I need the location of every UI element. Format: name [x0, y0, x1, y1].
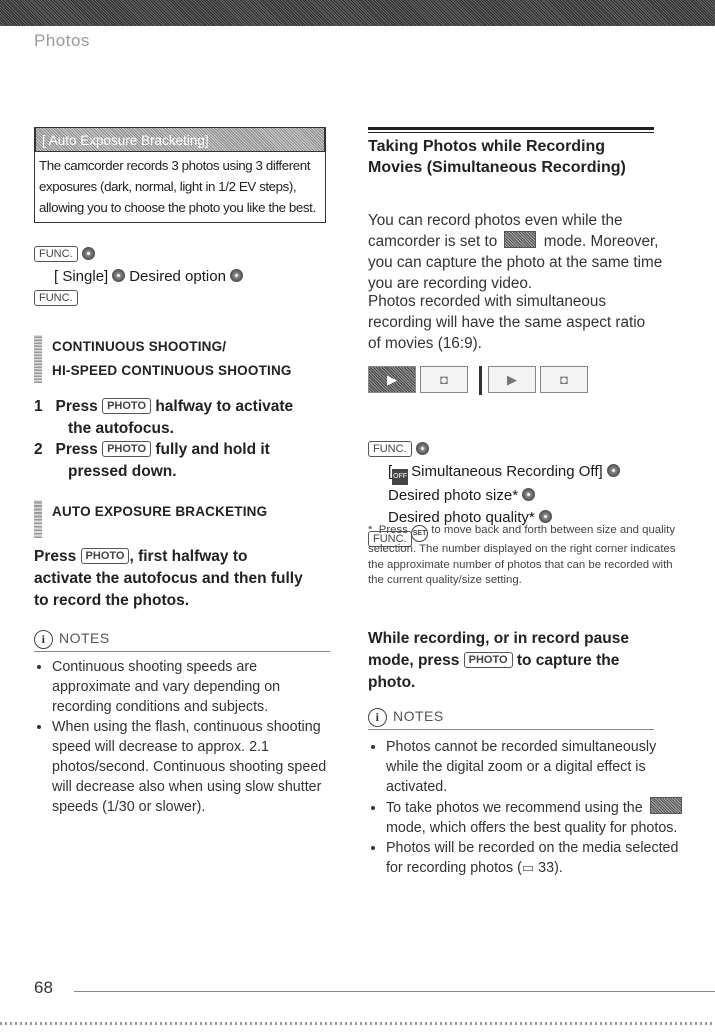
press-text: Press [34, 548, 77, 565]
photo-mode-icon-2: ◘ [540, 366, 588, 393]
photo-mode-icon [650, 797, 682, 814]
list-item [386, 737, 686, 797]
step-text: fully and hold it [155, 441, 270, 458]
photo-key: PHOTO [102, 398, 151, 414]
option-text: Desired photo size* [388, 487, 519, 504]
subheading-line: AUTO EXPOSURE BRACKETING [52, 504, 268, 519]
set-button-icon: SET [411, 525, 428, 542]
notes-label: NOTES [59, 630, 110, 646]
notes-list-right [368, 737, 686, 878]
page-ref: 33 [538, 860, 555, 876]
instruction-text: While recording, or in record pause mode, press [368, 630, 629, 669]
section-heading: Taking Photos while Recording Movies (Simultaneous Recording) [368, 127, 654, 178]
photo-key: PHOTO [81, 548, 130, 564]
photo-key: PHOTO [102, 441, 151, 457]
step-text: pressed down. [68, 463, 177, 480]
step-number: 2 [34, 441, 43, 458]
arrow-icon [112, 269, 125, 282]
arrow-icon [230, 269, 243, 282]
desired-option: Desired option [129, 268, 226, 285]
notes-heading-right [368, 708, 654, 730]
func-key: FUNC. [34, 246, 78, 262]
mode-icons [368, 366, 608, 396]
note-text: To take photos we recommend using the [386, 800, 643, 816]
photo-key: PHOTO [464, 652, 513, 668]
footnote-text: Press [378, 524, 408, 536]
intro-text: You can record photos even while the camcorder is set to [368, 212, 623, 250]
press-text: , first halfway to [129, 548, 248, 565]
footer-rule [74, 991, 715, 992]
procedure-right: FUNC. [OFF Simultaneous Recording Off] Desired photo size* Desired photo quality* FUNC. [368, 439, 688, 551]
info-icon: i [34, 630, 53, 649]
notes-heading-left [34, 630, 330, 652]
arrow-icon [82, 247, 95, 260]
intro-paragraph-2: Photos recorded with simultaneous recording will have the same aspect ratio of movies (16:9). [368, 293, 646, 352]
footnote-marker: * [368, 524, 373, 536]
step-text: the autofocus. [68, 420, 174, 437]
option-text: Simultaneous Recording Off] [411, 463, 603, 480]
step-text: halfway to activate [155, 398, 294, 415]
section-title: Photos [34, 31, 90, 50]
intro-paragraph-1 [368, 210, 674, 294]
press-instruction [34, 546, 330, 612]
procedure-left [34, 244, 247, 310]
press-text: to record the photos. [34, 592, 189, 609]
subheading-continuous [34, 335, 292, 383]
movie-mode-icon-2: ▶ [488, 366, 536, 393]
list-item [386, 797, 686, 838]
info-box-body: The camcorder records 3 photos using 3 different exposures (dark, normal, light in 1/2 EV steps), allowing you to choose the photo you like the best. [39, 158, 316, 215]
subheading-aeb [34, 500, 267, 538]
movie-mode-icon: ▶ [368, 366, 416, 393]
instruction-text: to capture the photo. [368, 652, 620, 691]
page-number: 68 [34, 978, 53, 997]
func-key: FUNC. [368, 531, 412, 547]
note-text: Photos cannot be recorded simultaneously while the digital zoom or a digital effect is activated. [386, 739, 657, 795]
arrow-icon [607, 464, 620, 477]
subheading-line: HI-SPEED CONTINUOUS SHOOTING [52, 363, 292, 378]
note-text: Photos will be recorded on the media selected for recording photos ( [386, 840, 679, 876]
step-text: Press [55, 398, 98, 415]
footnote [368, 523, 690, 589]
note-text: ). [554, 860, 563, 876]
list-item: • When using the flash, continuous shooting speed will decrease to approx. 2.1 photos/second. Continuous shooting speed will decrease also when using slow shutter speeds (1/30 or slower). [52, 717, 330, 817]
option-text: Desired photo quality* [388, 509, 535, 526]
list-item [386, 838, 686, 878]
footnote-text: to move back and forth between size and quality selection. The number displayed on the right corner indicates the approximate number of photos that can be recorded with the current quality/size setting. [368, 524, 676, 586]
photo-mode-icon: ◘ [420, 366, 468, 393]
step-text: Press [55, 441, 98, 458]
info-box-title: [ Auto Exposure Bracketing] [35, 127, 325, 152]
step-number: 1 [34, 398, 43, 415]
info-box [34, 127, 326, 223]
intro-text: mode. Moreover, you can capture the photo at the same time you are recording video. [368, 233, 663, 292]
note-text: mode, which offers the best quality for photos. [386, 820, 678, 836]
book-icon: ▭ [521, 860, 535, 875]
info-icon: i [368, 708, 387, 727]
arrow-icon [416, 442, 429, 455]
single-option: [ Single] [54, 268, 109, 285]
subheading-line: CONTINUOUS SHOOTING/ [52, 339, 227, 354]
step-2 [34, 439, 270, 483]
arrow-icon [522, 488, 535, 501]
func-key: FUNC. [34, 290, 78, 306]
capture-instruction [368, 628, 668, 694]
list-item: • Continuous shooting speeds are approximate and vary depending on recording conditions and subjects. [52, 657, 330, 717]
top-banner [0, 0, 715, 26]
step-1 [34, 396, 293, 440]
mode-separator [479, 366, 482, 395]
func-key: FUNC. [368, 441, 412, 457]
bottom-edge [0, 1022, 715, 1025]
notes-list-left [34, 657, 330, 817]
simultaneous-off-icon: OFF [392, 469, 408, 485]
arrow-icon [539, 510, 552, 523]
press-text: activate the autofocus and then fully [34, 570, 303, 587]
movie-mode-icon [504, 231, 536, 248]
notes-label: NOTES [393, 708, 444, 724]
